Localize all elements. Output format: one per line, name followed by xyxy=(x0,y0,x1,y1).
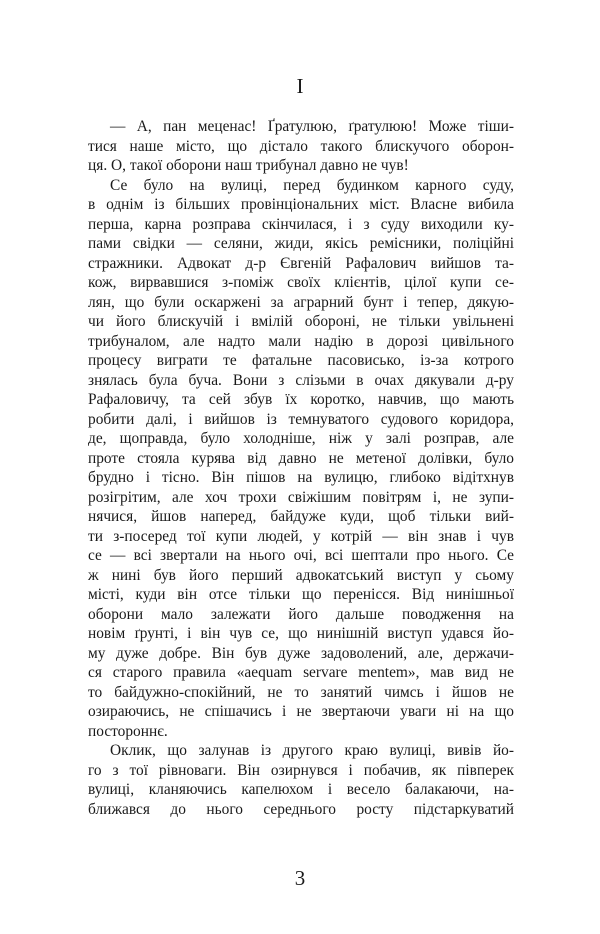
text-line: озираючись, не спішачись і не звертаючи уваги ні на що xyxy=(88,703,514,720)
text-line: го з тої рівноваги. Він озирнувся і побачив, як півперек xyxy=(88,761,514,779)
text-line: ти з-посеред тої купи людей, у котрій — він знав і чув xyxy=(88,527,514,545)
text-line: Се було на вулиці, перед будинком карного суду, xyxy=(110,176,514,194)
text-line: стражники. Адвокат д-р Євгеній Рафалович вийшов та- xyxy=(88,254,514,272)
text-line: — А, пан меценас! Ґратулюю, ґратулюю! Може тіши- xyxy=(110,118,514,135)
text-line: ж нині був його перший адвокатський виступ у сьому xyxy=(88,566,514,584)
chapter-heading: I xyxy=(296,74,304,98)
text-line: то байдужно-спокійний, не то занятий чимсь і йшов не xyxy=(88,683,514,701)
text-line: ся старого правила «aequam servare mentem», мав вид не xyxy=(88,664,514,681)
text-line: Оклик, що залунав із другого краю вулиці, вивів йо- xyxy=(110,742,514,759)
text-line: постороннє. xyxy=(88,722,168,740)
text-line: ця. О, такої оборони наш трибунал давно не чув! xyxy=(88,157,409,174)
text-line: чи його блискучій і вмілій обороні, не тільки увільнені xyxy=(88,313,514,330)
paragraph xyxy=(88,176,514,742)
text-line: процесу виграти те фатальне пасовисько, із-за котрого xyxy=(88,352,514,369)
text-line: новім ґрунті, і він чув се, що нинішній виступ удався йо- xyxy=(88,625,514,642)
text-line: му дуже добре. Він був дуже задоволений, але, держачи- xyxy=(88,644,514,662)
text-line: вулиці, кланяючись капелюхом і весело балакаючи, на- xyxy=(88,781,514,798)
text-line: кож, вирвавшися з-поміж своїх клієнтів, цілої купи се- xyxy=(88,274,514,291)
text-line: оборони мало залежати його дальше поводження на xyxy=(88,605,514,623)
text-line: ближався до нього середнього росту підстаркуватий xyxy=(88,800,514,818)
text-line: брудно і тісно. Він пішов на вулицю, глибоко відітхнув xyxy=(88,469,514,486)
page-number: 3 xyxy=(294,866,306,890)
paragraph xyxy=(88,741,514,819)
text-line: нячися, йшов наперед, байдуже куди, щоб тільки вий- xyxy=(88,508,514,525)
text-line: пами свідки — селяни, жиди, якісь ремісники, поліційні xyxy=(88,235,514,252)
text-line: лян, що були оскаржені за аграрний бунт і тепер, дякую- xyxy=(88,293,514,311)
text-line: трибуналом, але надто мали надію в дорозі цивільного xyxy=(88,332,514,350)
body-text xyxy=(88,117,514,819)
text-line: Рафаловичу, та сей збув їх коротко, навчив, що мають xyxy=(88,391,514,408)
text-line: знялась була буча. Вони з слізьми в очах дякували д-ру xyxy=(88,371,514,389)
text-line: в однім із більших провінціональних міст. Власне вибила xyxy=(88,196,514,213)
text-line: перша, карна розправа скінчилася, і з суду виходили ку- xyxy=(88,215,514,233)
text-line: се — всі звертали на нього очі, всі шептали про нього. Се xyxy=(88,547,514,564)
paragraph xyxy=(88,117,514,176)
text-line: місті, куди він отсе тільки що перенісся. Від нинішньої xyxy=(88,586,514,603)
text-line: де, щоправда, було холодніше, ніж у залі розправ, але xyxy=(88,430,514,447)
text-line: проте стояла курява від давно не метеної долівки, було xyxy=(88,449,514,467)
text-line: розігрітим, але хоч трохи свіжішим повітрям і, не зупи- xyxy=(88,488,514,506)
text-line: робити далі, і вийшов із темнуватого судового коридора, xyxy=(88,410,514,428)
text-line: тися наше місто, що дістало такого блискучого оборон- xyxy=(88,137,514,155)
